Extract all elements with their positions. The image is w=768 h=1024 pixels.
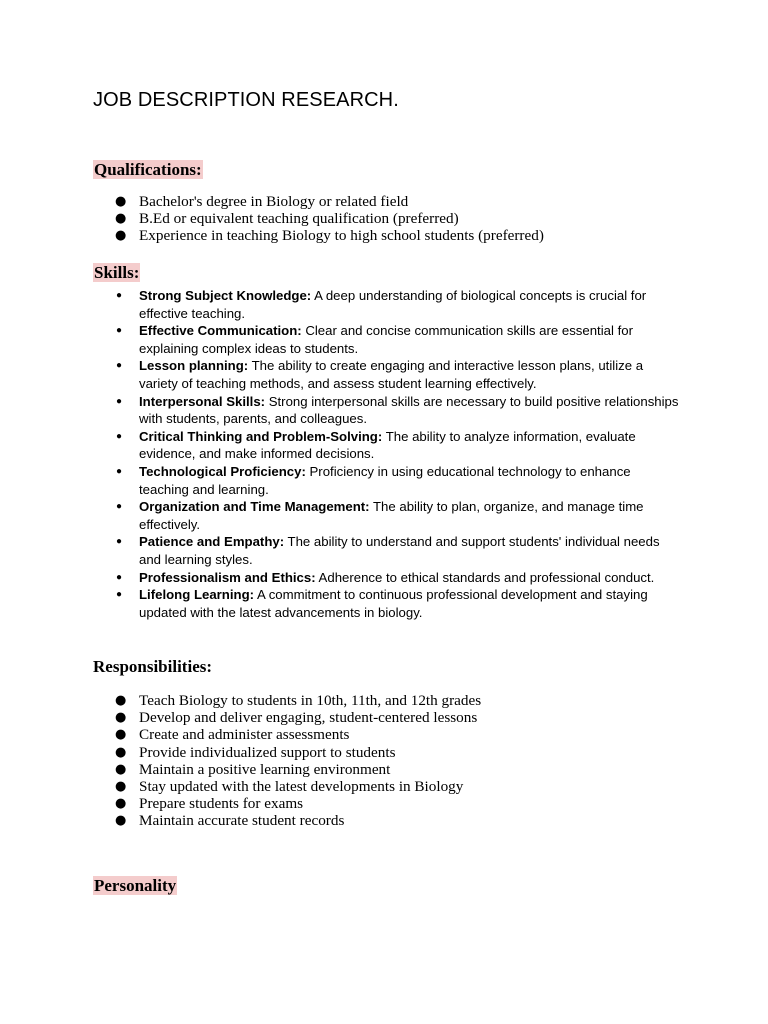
list-item bbox=[0, 322, 681, 357]
responsibilities-list bbox=[0, 692, 481, 830]
bullet-icon: ● bbox=[116, 395, 123, 407]
skill-term: Strong Subject Knowledge: bbox=[139, 288, 312, 303]
qualifications-list bbox=[0, 193, 544, 245]
responsibility-text: Provide individualized support to students bbox=[139, 743, 396, 761]
personality-heading bbox=[93, 876, 177, 896]
skill-term: Critical Thinking and Problem-Solving: bbox=[139, 428, 383, 444]
qualifications-heading bbox=[93, 160, 203, 180]
list-item bbox=[0, 498, 681, 533]
skill-description: A commitment to continuous professional development and staying updated with the latest advancements in biology. bbox=[139, 587, 648, 620]
bullet-icon: ● bbox=[115, 744, 127, 760]
bullet-icon: ● bbox=[115, 796, 127, 812]
bullet-icon: ● bbox=[116, 360, 123, 372]
skill-description: A deep understanding of biological concepts is crucial for effective teaching. bbox=[139, 288, 647, 321]
responsibility-text: Develop and deliver engaging, student-centered lessons bbox=[139, 709, 478, 727]
skill-description: Clear and concise communication skills are essential for explaining complex ideas to students. bbox=[139, 323, 633, 356]
list-item bbox=[0, 357, 681, 392]
list-item bbox=[0, 812, 481, 829]
bullet-icon: ● bbox=[116, 589, 123, 601]
bullet-icon: ● bbox=[116, 325, 123, 337]
skills-heading-text: Skills: bbox=[94, 263, 140, 282]
skill-description: The ability to analyze information, evaluate evidence, and make informed decisions. bbox=[139, 428, 636, 462]
skill-term: Effective Communication: bbox=[139, 323, 302, 339]
skill-term: Organization and Time Management: bbox=[139, 499, 370, 515]
qualifications-heading-text: Qualifications: bbox=[94, 160, 202, 179]
bullet-icon: ● bbox=[116, 571, 123, 583]
skills-heading bbox=[93, 263, 140, 283]
bullet-icon: ● bbox=[115, 693, 127, 708]
list-item bbox=[0, 569, 681, 587]
qualification-text: Bachelor's degree in Biology or related field bbox=[139, 193, 409, 210]
skill-term: Interpersonal Skills: bbox=[139, 393, 266, 409]
qualification-text: B.Ed or equivalent teaching qualification (preferred) bbox=[139, 210, 459, 228]
list-item bbox=[0, 709, 481, 726]
responsibility-text: Prepare students for exams bbox=[139, 795, 304, 813]
skill-term: Professionalism and Ethics: bbox=[139, 569, 316, 585]
skill-description: Adherence to ethical standards and professional conduct. bbox=[315, 569, 655, 585]
list-item bbox=[0, 463, 681, 498]
skill-term: Technological Proficiency: bbox=[139, 463, 306, 479]
bullet-icon: ● bbox=[116, 430, 123, 442]
responsibility-text: Create and administer assessments bbox=[139, 726, 350, 744]
bullet-icon: ● bbox=[115, 727, 127, 743]
responsibility-text: Maintain accurate student records bbox=[139, 812, 345, 830]
responsibilities-heading bbox=[93, 657, 212, 677]
list-item bbox=[0, 795, 481, 812]
list-item bbox=[0, 533, 681, 568]
bullet-icon: ● bbox=[115, 813, 127, 829]
list-item bbox=[0, 586, 681, 621]
bullet-icon: ● bbox=[115, 710, 127, 726]
skill-description: The ability to plan, organize, and manage time effectively. bbox=[139, 499, 644, 532]
list-item bbox=[0, 744, 481, 761]
bullet-icon: ● bbox=[115, 228, 127, 244]
skill-term: Lesson planning: bbox=[139, 358, 249, 374]
skills-list bbox=[0, 287, 681, 621]
list-item bbox=[0, 210, 544, 227]
list-item bbox=[0, 227, 544, 244]
personality-heading-text: Personality bbox=[94, 876, 177, 895]
skill-description: The ability to create engaging and interactive lesson plans, utilize a variety of teaching methods, and assess student learning effectively. bbox=[139, 358, 644, 391]
skill-term: Lifelong Learning: bbox=[139, 587, 255, 603]
bullet-icon: ● bbox=[115, 779, 127, 795]
list-item bbox=[0, 193, 544, 210]
bullet-icon: ● bbox=[115, 761, 127, 777]
skill-description: Strong interpersonal skills are necessary to build positive relationships with students, parents, and colleagues. bbox=[139, 393, 679, 427]
bullet-icon: ● bbox=[116, 290, 123, 301]
list-item bbox=[0, 761, 481, 778]
list-item bbox=[0, 393, 681, 428]
list-item bbox=[0, 428, 681, 463]
bullet-icon: ● bbox=[116, 536, 123, 548]
bullet-icon: ● bbox=[115, 194, 127, 209]
skill-term: Patience and Empathy: bbox=[139, 534, 285, 550]
responsibility-text: Maintain a positive learning environment bbox=[139, 760, 391, 778]
list-item bbox=[0, 726, 481, 743]
skill-description: The ability to understand and support students' individual needs and learning styles. bbox=[139, 534, 660, 567]
bullet-icon: ● bbox=[116, 501, 123, 513]
responsibility-text: Stay updated with the latest developments in Biology bbox=[139, 778, 464, 796]
bullet-icon: ● bbox=[115, 211, 127, 227]
responsibilities-heading-text: Responsibilities: bbox=[93, 657, 213, 676]
list-item bbox=[0, 287, 681, 322]
responsibility-text: Teach Biology to students in 10th, 11th, and 12th grades bbox=[139, 692, 482, 709]
bullet-icon: ● bbox=[116, 465, 123, 477]
list-item bbox=[0, 692, 481, 709]
qualification-text: Experience in teaching Biology to high school students (preferred) bbox=[139, 227, 544, 245]
skill-description: Proficiency in using educational technology to enhance teaching and learning. bbox=[139, 463, 631, 497]
list-item bbox=[0, 778, 481, 795]
page-title: JOB DESCRIPTION RESEARCH. bbox=[93, 89, 399, 111]
